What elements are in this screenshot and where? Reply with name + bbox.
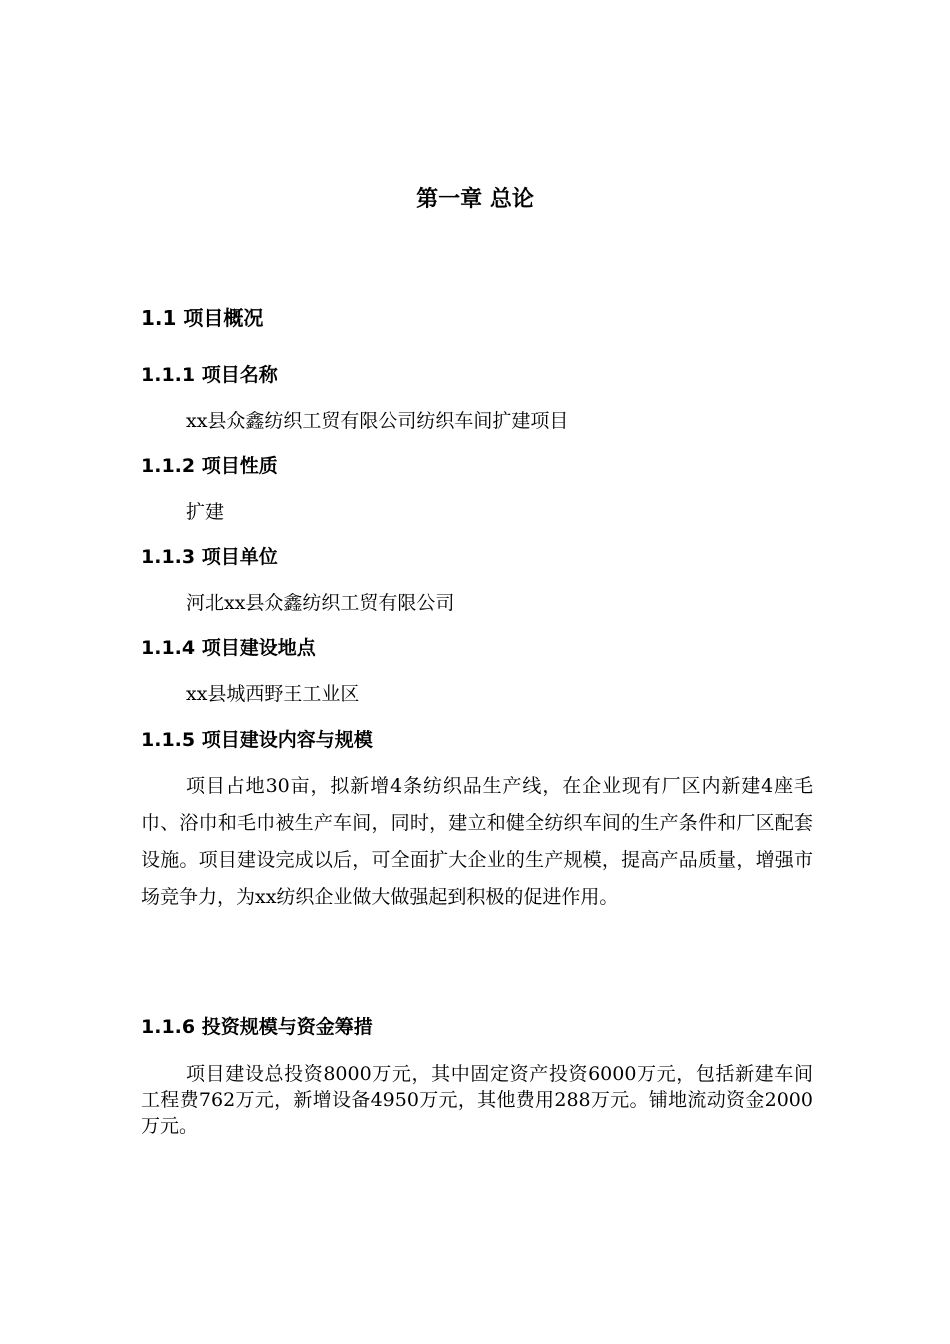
section-heading: 1.1 项目概况 (141, 306, 264, 330)
subsection-heading-project-location: 1.1.4 项目建设地点 (141, 637, 316, 659)
project-unit-text: 河北xx县众鑫纺织工贸有限公司 (186, 592, 455, 614)
project-nature-text: 扩建 (186, 501, 225, 523)
subsection-heading-project-nature: 1.1.2 项目性质 (141, 455, 278, 477)
chapter-title: 第一章 总论 (416, 187, 534, 212)
project-location-text: xx县城西野王工业区 (186, 683, 360, 705)
construction-scale-paragraph: 项目占地30亩，拟新增4条纺织品生产线，在企业现有厂区内新建4座毛巾、浴巾和毛巾被生产车间，同时，建立和健全纺织车间的生产条件和厂区配套设施。项目建设完成以后，可全面扩大企业的生产规模，提高产品质量，增强市场竞争力，为xx纺织企业做大做强起到积极的促进作用。 (141, 775, 813, 908)
subsection-heading-project-unit: 1.1.3 项目单位 (141, 546, 278, 568)
subsection-heading-construction-scale: 1.1.5 项目建设内容与规模 (141, 729, 373, 751)
project-name-text: xx县众鑫纺织工贸有限公司纺织车间扩建项目 (186, 410, 569, 432)
subsection-heading-investment: 1.1.6 投资规模与资金筹措 (141, 1016, 373, 1038)
subsection-heading-project-name: 1.1.1 项目名称 (141, 364, 278, 386)
investment-paragraph: 项目建设总投资8000万元，其中固定资产投资6000万元，包括新建车间工程费762万元，新增设备4950万元，其他费用288万元。铺地流动资金2000万元。 (141, 1063, 813, 1137)
